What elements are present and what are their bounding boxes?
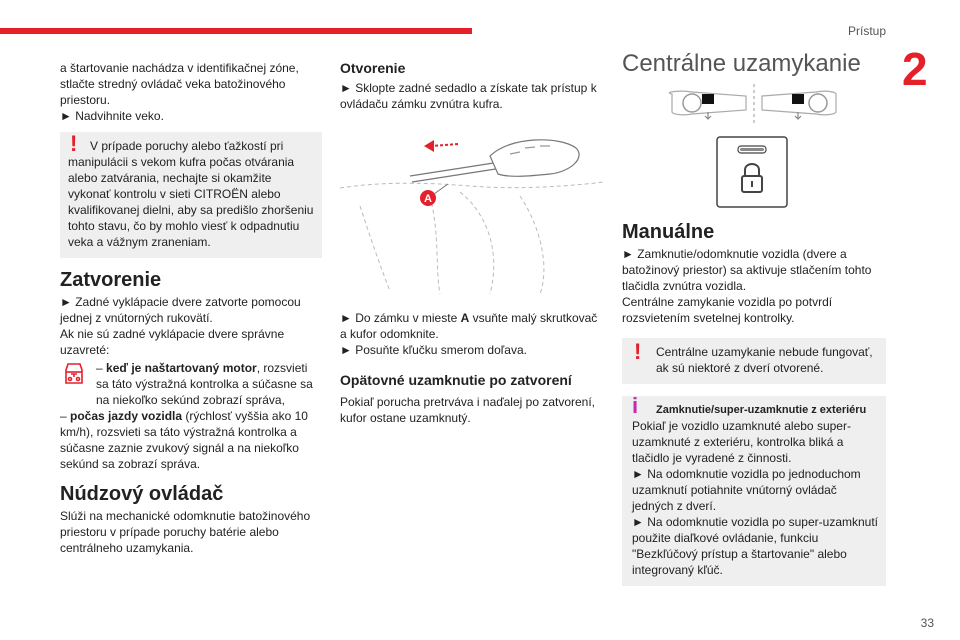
driving-warning-text: – počas jazdy vozidla (rýchlosť vyššia ako 10 km/h), rozsvieti sa táto výstražná kontrolka a súčasne zaznie zvukový signál a na niekoľko sekúnd sa zobrazí správa. [60,409,308,471]
info-box [622,393,886,586]
closing-title: Zatvorenie [60,269,162,291]
info-title: Zamknutie/super-uzamknutie z exteriéru [656,404,867,416]
column-left [60,60,322,556]
trunk-open-warning-icon [60,360,88,388]
intro-text: a štartovanie nachádza v identifikačnej zóne, stlačte stredný ovládač veka batožinového priestoru. [60,61,299,107]
chapter-color-bar [0,28,472,34]
warning-box [60,132,322,258]
manual-step: ► Zamknutie/odomknutie vozidla (dvere a batožinový priestor) sa aktivuje stlačením tohto tlačidla zvnútra vozidla. [622,247,872,293]
info-icon: i [632,393,639,418]
central-warning-box [622,338,886,384]
step-lift-lid: ► Nadvihnite veko. [60,109,164,123]
central-warning-text: Centrálne uzamykanie nebude fungovať, ak sú niektoré z dverí otvorené. [656,345,873,375]
warning-exclamation-icon: ! [634,339,642,364]
manual-title: Manuálne [622,221,715,243]
info-step-1: ► Na odomknutie vozidla po jednoduchom uzamknutí potiahnite vnútorný ovládač jedných z dverí. [632,467,861,513]
page-number: 33 [920,616,934,630]
info-step-2: ► Na odomknutie vozidla po super-uzamknutí použite diaľkové ovládanie, funkciu "Bezkľúčový prístup a štartovanie" alebo integrovaný kľúč. [632,515,878,577]
manual-text: Centrálne zamykanie vozidla po potvrdí rozsvietením svetelnej kontrolky. [622,295,833,325]
column-right [622,50,886,586]
engine-warning-text: – keď je naštartovaný motor, rozsvieti sa táto výstražná kontrolka a súčasne sa na niekoľko sekúnd zobrazí správa, [96,361,313,407]
open-title: Otvorenie [340,60,406,76]
section-header: Prístup [847,24,886,38]
emergency-text: Slúži na mechanické odomknutie batožinového priestoru v prípade poruchy batérie alebo centrálneho uzamykania. [60,509,311,555]
emergency-title: Núdzový ovládač [60,483,224,505]
lock-button-icon [716,136,788,208]
callout-a-label: A [424,193,432,205]
chapter-number: 2 [902,43,928,95]
relock-title: Opätovné uzamknutie po zatvorení [340,372,572,388]
column-middle [340,60,604,426]
open-step: ► Sklopte zadné sedadlo a získate tak prístup k ovládaču zámku zvnútra kufra. [340,81,597,111]
warning-text: V prípade poruchy alebo ťažkostí pri manipulácii s vekom kufra počas otvárania alebo zatvárania, nechajte si okamžite vykonať kontrolu v sieti CITROËN alebo kvalifikovanej dielni, aby sa predišlo zhoršeniu tohto stavu, čo by mohlo viesť k odpadnutiu veka a vážnym zraneniam. [68,139,314,249]
closing-step: ► Zadné vyklápacie dvere zatvorte pomocou jednej z vnútorných rukovätí. [60,295,301,325]
step-slide-handle: ► Posuňte kľučku smerom doľava. [340,343,527,357]
engine-warning-block [60,360,322,408]
trunk-lock-illustration [340,126,604,298]
info-text: Pokiaľ je vozidlo uzamknuté alebo super-uzamknuté z exteriéru, kontrolka bliká a tlačidlo je vyradené z činnosti. [632,419,851,465]
closing-text: Ak nie sú zadné vyklápacie dvere správne uzavreté: [60,327,285,357]
relock-text: Pokiaľ porucha pretrváva i naďalej po zatvorení, kufor ostane uzamknutý. [340,395,596,425]
warning-exclamation-icon: ! [70,131,78,156]
central-locking-title: Centrálne uzamykanie [622,50,861,77]
step-insert-screwdriver: ► Do zámku v mieste A vsuňte malý skrutkovač a kufor odomknite. [340,311,598,341]
steering-wheel-diagram [622,84,886,126]
